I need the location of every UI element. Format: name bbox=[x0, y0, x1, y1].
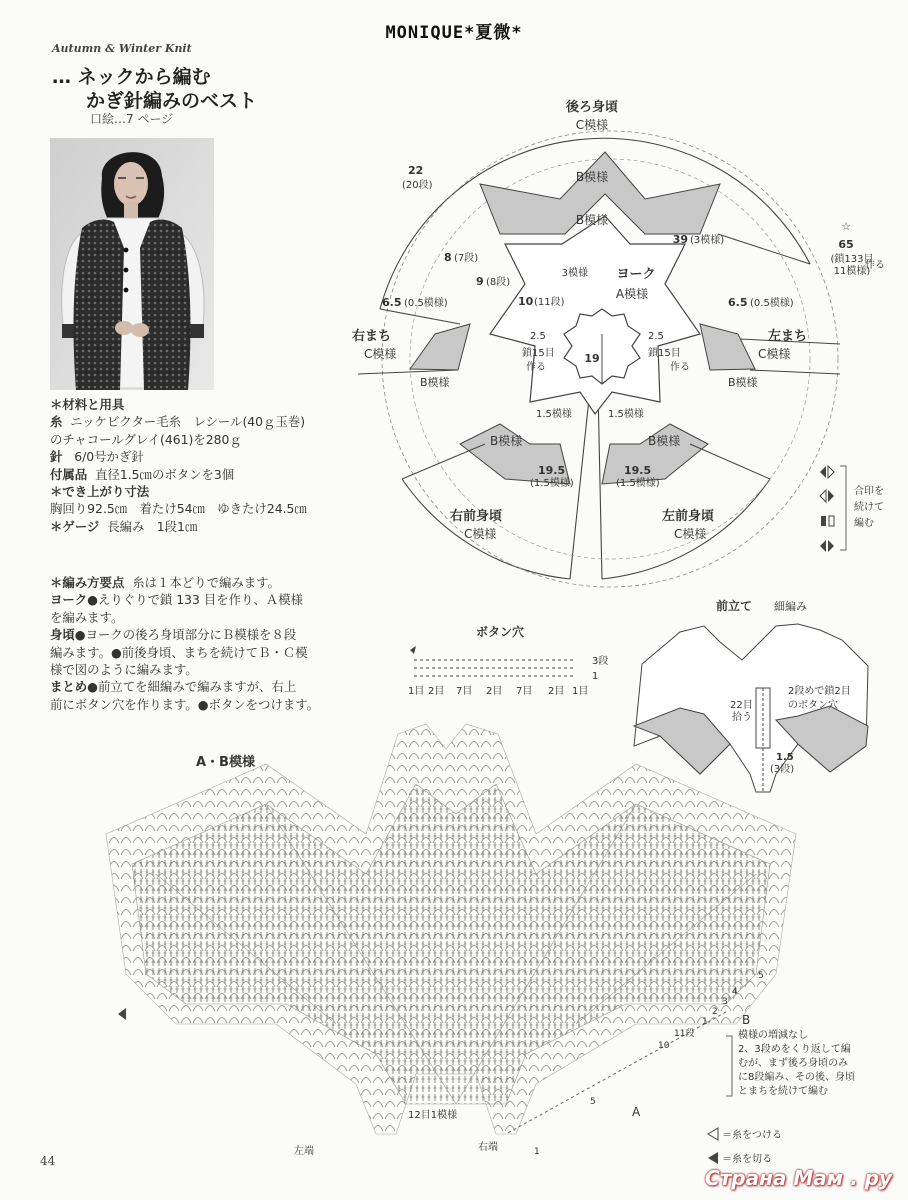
hook-value: 6/0号かぎ針 bbox=[74, 449, 144, 465]
placket-measure-rows: (3段) bbox=[770, 764, 795, 775]
placket-title: 前立て bbox=[716, 599, 753, 613]
placket-pick-2: 拾う bbox=[732, 712, 752, 723]
ab-row: 5 bbox=[758, 971, 764, 981]
gauge-label: ＊ゲージ bbox=[50, 518, 100, 534]
ab-row: 5 bbox=[590, 1097, 596, 1107]
howto-term: 身頃● bbox=[50, 627, 86, 643]
measure-10: 10 bbox=[518, 295, 534, 308]
ab-note: 2、3段めをくり返して編 bbox=[738, 1044, 851, 1055]
parts-value: 直径1.5㎝のボタンを3個 bbox=[95, 466, 235, 482]
chain-15: 鎖15目 bbox=[648, 348, 681, 359]
measure-39-pattern: (3模様) bbox=[690, 235, 725, 246]
label-a-pattern: A模様 bbox=[615, 287, 649, 301]
buttonhole-count: 2目 bbox=[548, 686, 565, 697]
star-mark: ☆ bbox=[841, 220, 851, 233]
ab-row: 1 bbox=[534, 1147, 540, 1157]
label-b-pattern: B模様 bbox=[728, 376, 758, 389]
label-c-pattern: C模様 bbox=[575, 118, 609, 132]
watermark: Страна Мам . ру bbox=[705, 1166, 892, 1190]
ab-b-label: B bbox=[742, 1013, 751, 1027]
ab-note: に8段編み、その後、身頃 bbox=[738, 1072, 855, 1083]
howto-heading: ＊編み方要点 bbox=[50, 575, 125, 590]
measure-22-rows: (20段) bbox=[402, 180, 433, 191]
hook-label: 針 bbox=[50, 449, 63, 465]
chain-15: 鎖15目 bbox=[522, 348, 555, 359]
measure-9: 9 bbox=[476, 275, 484, 288]
howto-term: ヨーク● bbox=[50, 592, 98, 608]
buttonhole-diagram bbox=[400, 620, 630, 710]
legend-line: 合印を bbox=[854, 486, 884, 497]
measure-2-5: 2.5 bbox=[648, 331, 664, 342]
measure-65: 65 bbox=[838, 238, 854, 251]
label-left-gusset: 左まち bbox=[768, 329, 808, 344]
measure-8: 8 bbox=[444, 251, 452, 264]
materials-heading: ＊材料と用具 bbox=[50, 397, 125, 412]
ab-note: とまちを続けて編む bbox=[738, 1086, 828, 1097]
gauge-value: 長編み 1段1㎝ bbox=[107, 518, 198, 534]
howto-block bbox=[50, 574, 319, 713]
yarn-line-2: のチャコールグレイ(461)を280ｇ bbox=[50, 431, 242, 447]
buttonhole-count: 7目 bbox=[456, 686, 473, 697]
buttonhole-count: 2目 bbox=[428, 686, 445, 697]
ab-left-end: 左端 bbox=[294, 1146, 314, 1157]
measure-8-rows: (7段) bbox=[454, 253, 479, 264]
measure-6-5-left: 6.5 bbox=[382, 296, 402, 309]
ab-title: A・B模様 bbox=[196, 755, 255, 770]
measure-65-make: 作る bbox=[865, 260, 885, 271]
size-heading: ＊でき上がり寸法 bbox=[50, 484, 150, 500]
label-b-pattern: B模様 bbox=[575, 170, 609, 184]
label-b-pattern: B模様 bbox=[420, 376, 450, 389]
measure-19-5-pattern: (1.5模様) bbox=[616, 478, 660, 489]
label-right-gusset: 右まち bbox=[352, 329, 392, 344]
ab-pattern-chart bbox=[36, 724, 886, 1164]
label-left-front: 左前身頃 bbox=[662, 509, 715, 524]
howto-text: を編みます。 bbox=[50, 609, 124, 625]
label-right-front: 右前身頃 bbox=[450, 509, 503, 524]
measure-6-5-right: 6.5 bbox=[728, 296, 748, 309]
ab-row: 4 bbox=[732, 987, 738, 997]
label-b-pattern: B模様 bbox=[648, 434, 681, 448]
materials-block bbox=[50, 396, 307, 535]
label-c-pattern: C模様 bbox=[758, 347, 791, 361]
measure-2-5: 2.5 bbox=[530, 331, 546, 342]
buttonhole-title: ボタン穴 bbox=[475, 625, 525, 639]
label-b-pattern: B模様 bbox=[575, 213, 609, 227]
series-label: Autumn & Winter Knit bbox=[52, 42, 192, 55]
site-header: MONIQUE*夏微* bbox=[385, 23, 523, 43]
legend-line: 編む bbox=[854, 518, 874, 529]
measure-9-rows: (8段) bbox=[486, 277, 511, 288]
ab-a-label: A bbox=[632, 1105, 641, 1119]
howto-term: まとめ● bbox=[50, 679, 98, 695]
ab-row: 1 bbox=[702, 1017, 708, 1027]
howto-text: えりぐりで鎖 133 目を作り、Ａ模様 bbox=[97, 592, 303, 608]
ab-row: 3 bbox=[722, 997, 728, 1007]
label-c-pattern: C模様 bbox=[674, 527, 707, 541]
measure-6-5-right-pattern: (0.5模様) bbox=[750, 298, 794, 309]
buttonhole-count: 2目 bbox=[486, 686, 503, 697]
label-3-patterns: 3模様 bbox=[561, 268, 588, 279]
ab-legend-attach: ＝糸をつける bbox=[722, 1130, 782, 1141]
vest-schematic bbox=[340, 84, 885, 594]
howto-text: ヨークの後ろ身頃部分にＢ模様を８段 bbox=[85, 627, 297, 643]
buttonhole-row-1: 1 bbox=[592, 671, 599, 682]
ab-row: 2 bbox=[712, 1007, 718, 1017]
label-b-pattern: B模様 bbox=[490, 434, 523, 448]
placket-note-2: のボタン穴 bbox=[788, 700, 838, 711]
measure-19-5: 19.5 bbox=[538, 464, 566, 477]
howto-text: 様で図のように編みます。 bbox=[50, 662, 198, 678]
ab-legend-cut: ＝糸を切る bbox=[722, 1154, 772, 1165]
measure-19-5-pattern: (1.5模様) bbox=[530, 478, 574, 489]
ab-row: 10 bbox=[658, 1041, 670, 1051]
ab-note: 模様の増減なし bbox=[738, 1030, 808, 1041]
howto-text: 前立てを細編みで編みますが、右上 bbox=[97, 679, 297, 695]
make-label: 作る bbox=[526, 362, 546, 373]
measure-65-chain: (鎖133目 bbox=[830, 254, 874, 265]
measure-1-5-pattern: 1.5模様 bbox=[608, 409, 644, 420]
howto-text: 編みます。●前後身頃、まちを続けてＢ・Ｃ模 bbox=[50, 644, 308, 660]
yarn-label: 糸 bbox=[50, 414, 63, 430]
measure-1-5-pattern: 1.5模様 bbox=[536, 409, 572, 420]
buttonhole-count: 7目 bbox=[516, 686, 533, 697]
placket-pick: 22目 bbox=[730, 700, 753, 711]
buttonhole-count: 1目 bbox=[408, 686, 425, 697]
page-number: 44 bbox=[40, 1154, 56, 1168]
label-yoke: ヨーク bbox=[616, 267, 656, 282]
howto-text: 前にボタン穴を作ります。●ボタンをつけます。 bbox=[50, 696, 320, 712]
howto-heading-note: 糸は１本どりで編みます。 bbox=[132, 575, 280, 590]
size-value: 胸回り92.5㎝ 着たけ54㎝ ゆきたけ24.5㎝ bbox=[50, 501, 307, 517]
ab-row: 11段 bbox=[674, 1029, 695, 1039]
title-line-2: かぎ針編みのベスト bbox=[86, 90, 258, 112]
legend-line: 続けて bbox=[854, 502, 884, 513]
buttonhole-count: 1目 bbox=[572, 686, 589, 697]
measure-39: 39 bbox=[672, 233, 688, 246]
label-c-pattern: C模様 bbox=[364, 347, 397, 361]
ab-note: むが、まず後ろ身頃のみ bbox=[738, 1058, 848, 1069]
measure-19-5: 19.5 bbox=[624, 464, 652, 477]
ab-right-end: 右端 bbox=[478, 1142, 498, 1153]
measure-65-patterns: 11模様) bbox=[833, 266, 871, 277]
placket-note-1: 2段めで鎖2目 bbox=[788, 686, 851, 697]
placket-measure: 1.5 bbox=[776, 752, 794, 763]
measure-22: 22 bbox=[408, 164, 424, 177]
placket-subtitle: 細編み bbox=[774, 600, 807, 613]
ab-repeat: 12目1模様 bbox=[408, 1110, 458, 1121]
label-back-body: 後ろ身頃 bbox=[565, 100, 619, 115]
label-c-pattern: C模様 bbox=[464, 527, 497, 541]
buttonhole-row-3: 3段 bbox=[592, 656, 609, 667]
model-photo bbox=[50, 138, 214, 390]
make-label: 作る bbox=[670, 362, 690, 373]
page-reference: 口絵…7 ページ bbox=[90, 112, 174, 126]
measure-19: 19 bbox=[584, 352, 600, 365]
yarn-line-1: ニッケビクター毛糸 レシール(40ｇ玉巻) bbox=[70, 414, 306, 430]
measure-6-5-left-pattern: (0.5模様) bbox=[404, 298, 448, 309]
title-line-1: … ネックから編む bbox=[52, 66, 211, 88]
parts-label: 付属品 bbox=[50, 466, 88, 482]
measure-10-rows: (11段) bbox=[534, 297, 565, 308]
